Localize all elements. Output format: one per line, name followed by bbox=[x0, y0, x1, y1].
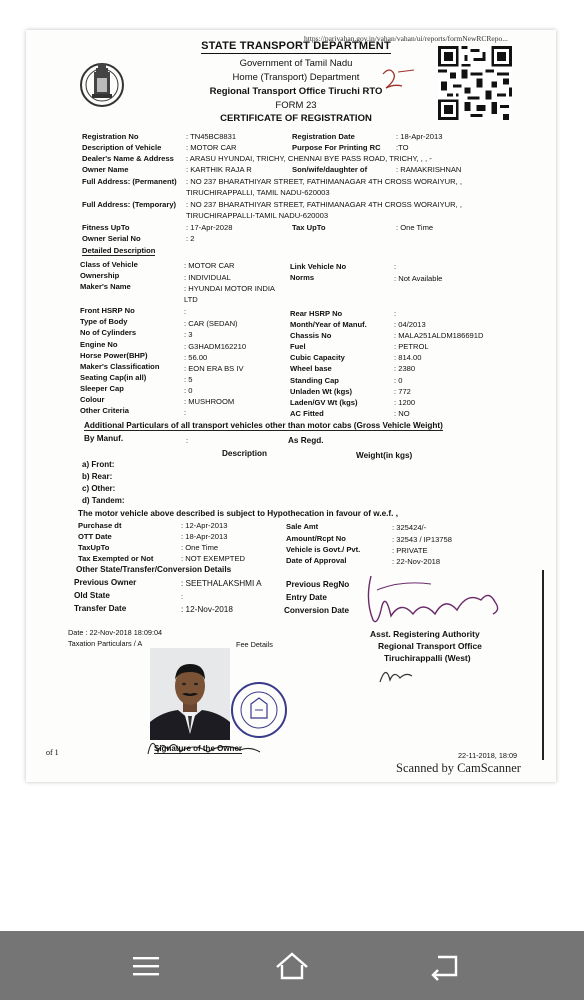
label-sale-amt: Sale Amt bbox=[286, 522, 319, 531]
value-wheelbase: : 2380 bbox=[394, 364, 416, 373]
label-makers-class: Maker's Classification bbox=[80, 362, 160, 371]
label-by-manuf: By Manuf. bbox=[84, 434, 124, 443]
value-prev-owner: : SEETHALAKSHMI A bbox=[181, 579, 262, 588]
footer-date: Date : 22-Nov-2018 18:09:04 bbox=[68, 628, 163, 637]
value-hp: : 56.00 bbox=[184, 353, 208, 362]
value-old-state: : bbox=[181, 592, 184, 601]
home-icon[interactable] bbox=[275, 949, 309, 983]
label-conversion: Conversion Date bbox=[284, 606, 350, 615]
value-standing: : 0 bbox=[394, 376, 403, 385]
print-timestamp: 22-11-2018, 18:09 bbox=[458, 751, 518, 760]
signature-owner-label: Signature of the Owner bbox=[154, 744, 243, 753]
label-dealer: Dealer's Name & Address bbox=[82, 154, 174, 163]
label-old-state: Old State bbox=[74, 591, 110, 600]
label-other: c) Other: bbox=[82, 484, 116, 493]
value-owner: : KARTHIK RAJA R bbox=[186, 165, 252, 174]
value-exempt: : NOT EXEMPTED bbox=[181, 554, 245, 563]
value-makers-class: : EON ERA BS IV bbox=[184, 364, 244, 373]
value-link: : bbox=[394, 262, 397, 271]
value-maker-2: LTD bbox=[184, 295, 198, 304]
source-url: https://parivahan.gov.in/vahan/vahan/ui/reports/formNewRCRepo... bbox=[304, 34, 508, 43]
label-maker: Maker's Name bbox=[80, 282, 131, 291]
value-engine: : G3HADM162210 bbox=[184, 342, 247, 351]
value-fitness: : 17-Apr-2028 bbox=[186, 223, 233, 232]
value-rear-hsrp: : bbox=[394, 309, 397, 318]
header-line-4: FORM 23 bbox=[275, 100, 317, 111]
label-amount: Amount/Rcpt No bbox=[286, 534, 346, 543]
label-ott: OTT Date bbox=[78, 532, 112, 541]
label-owner-serial: Owner Serial No bbox=[82, 234, 141, 243]
section-additional: Additional Particulars of all transport vehicles other than motor cabs (Gross Vehicle Weight) bbox=[84, 421, 443, 430]
value-purpose: :TO bbox=[396, 143, 409, 152]
scan-edge-line bbox=[542, 570, 544, 760]
label-transfer-date: Transfer Date bbox=[74, 604, 127, 613]
value-son-of: : RAMAKRISHNAN bbox=[396, 165, 462, 174]
value-owner-serial: : 2 bbox=[186, 234, 195, 243]
label-prev-owner: Previous Owner bbox=[74, 578, 137, 587]
label-approval: Date of Approval bbox=[286, 556, 347, 565]
label-other-criteria: Other Criteria bbox=[80, 406, 129, 415]
value-front-hsrp: : bbox=[184, 307, 187, 316]
value-approval: : 22-Nov-2018 bbox=[392, 557, 441, 566]
label-unladen: Unladen Wt (kgs) bbox=[290, 387, 353, 396]
value-fuel: : PETROL bbox=[394, 342, 429, 351]
label-rear: b) Rear: bbox=[82, 472, 113, 481]
authority-line-2: Regional Transport Office bbox=[378, 641, 482, 651]
menu-icon[interactable] bbox=[129, 949, 163, 983]
label-entry: Entry Date bbox=[286, 593, 327, 602]
header-line-2: Home (Transport) Department bbox=[232, 72, 360, 83]
label-reg-no: Registration No bbox=[82, 132, 139, 141]
value-addr-perm-2: TIRUCHIRAPPALLI, TAMIL NADU-620003 bbox=[186, 188, 330, 197]
by-manuf-colon: : bbox=[186, 436, 189, 445]
label-description: Description bbox=[222, 449, 268, 458]
label-as-regd: As Regd. bbox=[288, 436, 324, 445]
value-ownership: : INDIVIDUAL bbox=[184, 273, 231, 282]
label-ownership: Ownership bbox=[80, 271, 120, 280]
hypothecation-line: The motor vehicle above described is subject to Hypothecation in favour of w.e.f. , bbox=[78, 509, 398, 518]
section-detailed: Detailed Description bbox=[82, 246, 156, 255]
label-tandem: d) Tandem: bbox=[82, 496, 125, 505]
label-purchase: Purchase dt bbox=[78, 521, 122, 530]
label-cyl: No of Cylinders bbox=[80, 328, 137, 337]
value-dealer: : ARASU HYUNDAI, TRICHY, CHENNAI BYE PASS ROAD, TRICHY, , , - bbox=[186, 154, 432, 163]
value-laden: : 1200 bbox=[394, 398, 416, 407]
label-son-of: Son/wife/daughter of bbox=[292, 165, 368, 174]
label-norms: Norms bbox=[290, 273, 315, 282]
label-govt: Vehicle is Govt./ Pvt. bbox=[286, 545, 361, 554]
label-addr-temp: Full Address: (Temporary) bbox=[82, 200, 177, 209]
value-other-criteria: : bbox=[184, 408, 187, 417]
label-addr-perm: Full Address: (Permanent) bbox=[82, 177, 177, 186]
value-reg-no: : TN45BC8831 bbox=[186, 132, 237, 141]
value-chassis: : MALA251ALDM186691D bbox=[394, 331, 484, 340]
value-purchase: : 12-Apr-2013 bbox=[181, 521, 228, 530]
initial-signature-icon bbox=[378, 662, 418, 688]
camscanner-watermark: Scanned by CamScanner bbox=[396, 761, 521, 775]
label-weight: Weight(in kgs) bbox=[356, 451, 413, 460]
value-desc-vehicle: : MOTOR CAR bbox=[186, 143, 237, 152]
label-seat: Seating Cap(in all) bbox=[80, 373, 147, 382]
label-class: Class of Vehicle bbox=[80, 260, 138, 269]
fee-details: Fee Details bbox=[236, 640, 273, 649]
value-govt: : PRIVATE bbox=[392, 546, 428, 555]
taxation-particulars: Taxation Particulars / A bbox=[68, 639, 143, 648]
authority-line-1: Asst. Registering Authority bbox=[370, 629, 480, 639]
tamilnadu-emblem-icon bbox=[80, 58, 124, 112]
label-fuel: Fuel bbox=[290, 342, 306, 351]
label-hp: Horse Power(BHP) bbox=[80, 351, 148, 360]
label-fitness: Fitness UpTo bbox=[82, 223, 130, 232]
value-reg-date: : 18-Apr-2013 bbox=[396, 132, 443, 141]
label-prev-reg: Previous RegNo bbox=[286, 580, 350, 589]
authority-line-3: Tiruchirappalli (West) bbox=[384, 653, 471, 663]
value-tax-upto: : One Time bbox=[396, 223, 434, 232]
header-line-1: Government of Tamil Nadu bbox=[239, 58, 353, 69]
value-ott: : 18-Apr-2013 bbox=[181, 532, 228, 541]
label-front-hsrp: Front HSRP No bbox=[80, 306, 135, 315]
header-line-3: Regional Transport Office Tiruchi RTO bbox=[209, 86, 383, 97]
value-amount: : 32543 / IP13758 bbox=[392, 535, 452, 544]
section-transfer: Other State/Transfer/Conversion Details bbox=[76, 565, 232, 574]
value-seat: : 5 bbox=[184, 375, 193, 384]
label-owner: Owner Name bbox=[82, 165, 129, 174]
value-sale-amt: : 325424/- bbox=[392, 523, 427, 532]
page-count: of 1 bbox=[46, 748, 59, 757]
label-taxupto2: TaxUpTo bbox=[78, 543, 110, 552]
label-rear-hsrp: Rear HSRP No bbox=[290, 309, 343, 318]
value-addr-temp-2: TIRUCHIRAPPALLI-TAMIL NADU-620003 bbox=[186, 211, 329, 220]
back-icon[interactable] bbox=[428, 949, 462, 983]
value-addr-perm: : NO 237 BHARATHIYAR STREET, FATHIMANAGAR 4TH CROSS WORAIYUR, , bbox=[186, 177, 462, 186]
value-body: : CAR (SEDAN) bbox=[184, 319, 238, 328]
header-line-5: CERTIFICATE OF REGISTRATION bbox=[220, 113, 372, 124]
scanned-document bbox=[26, 30, 556, 782]
value-taxupto2: : One Time bbox=[181, 543, 219, 552]
doc-title: STATE TRANSPORT DEPARTMENT bbox=[201, 40, 391, 52]
value-class: : MOTOR CAR bbox=[184, 261, 235, 270]
value-mfg: : 04/2013 bbox=[394, 320, 426, 329]
value-unladen: : 772 bbox=[394, 387, 411, 396]
value-addr-temp: : NO 237 BHARATHIYAR STREET, FATHIMANAGAR 4TH CROSS WORAIYUR, , bbox=[186, 200, 462, 209]
android-navigation-bar bbox=[0, 931, 584, 1000]
qr-code-icon bbox=[438, 46, 512, 120]
label-engine: Engine No bbox=[80, 340, 118, 349]
label-tax-upto: Tax UpTo bbox=[292, 223, 326, 232]
label-standing: Standing Cap bbox=[290, 376, 339, 385]
label-mfg: Month/Year of Manuf. bbox=[290, 320, 367, 329]
label-purpose: Purpose For Printing RC bbox=[292, 143, 381, 152]
owner-photo bbox=[150, 648, 230, 740]
label-link: Link Vehicle No bbox=[290, 262, 347, 271]
label-body: Type of Body bbox=[80, 317, 128, 326]
value-norms: : Not Available bbox=[394, 274, 443, 283]
value-maker: : HYUNDAI MOTOR INDIA bbox=[184, 284, 275, 293]
value-cc: : 814.00 bbox=[394, 353, 422, 362]
value-colour: : MUSHROOM bbox=[184, 397, 235, 406]
label-chassis: Chassis No bbox=[290, 331, 332, 340]
label-desc-vehicle: Description of Vehicle bbox=[82, 143, 162, 152]
label-wheelbase: Wheel base bbox=[290, 364, 332, 373]
label-reg-date: Registration Date bbox=[292, 132, 355, 141]
officer-signature-icon bbox=[361, 570, 511, 630]
value-transfer-date: : 12-Nov-2018 bbox=[181, 605, 233, 614]
value-ac: : NO bbox=[394, 409, 410, 418]
label-exempt: Tax Exempted or Not bbox=[78, 554, 154, 563]
handwritten-mark-icon bbox=[380, 66, 416, 92]
label-colour: Colour bbox=[80, 395, 105, 404]
label-front: a) Front: bbox=[82, 460, 115, 469]
label-sleeper: Sleeper Cap bbox=[80, 384, 124, 393]
label-cc: Cubic Capacity bbox=[290, 353, 345, 362]
value-cyl: : 3 bbox=[184, 330, 193, 339]
label-ac: AC Fitted bbox=[290, 409, 324, 418]
value-sleeper: : 0 bbox=[184, 386, 193, 395]
label-laden: Laden/GV Wt (kgs) bbox=[290, 398, 358, 407]
